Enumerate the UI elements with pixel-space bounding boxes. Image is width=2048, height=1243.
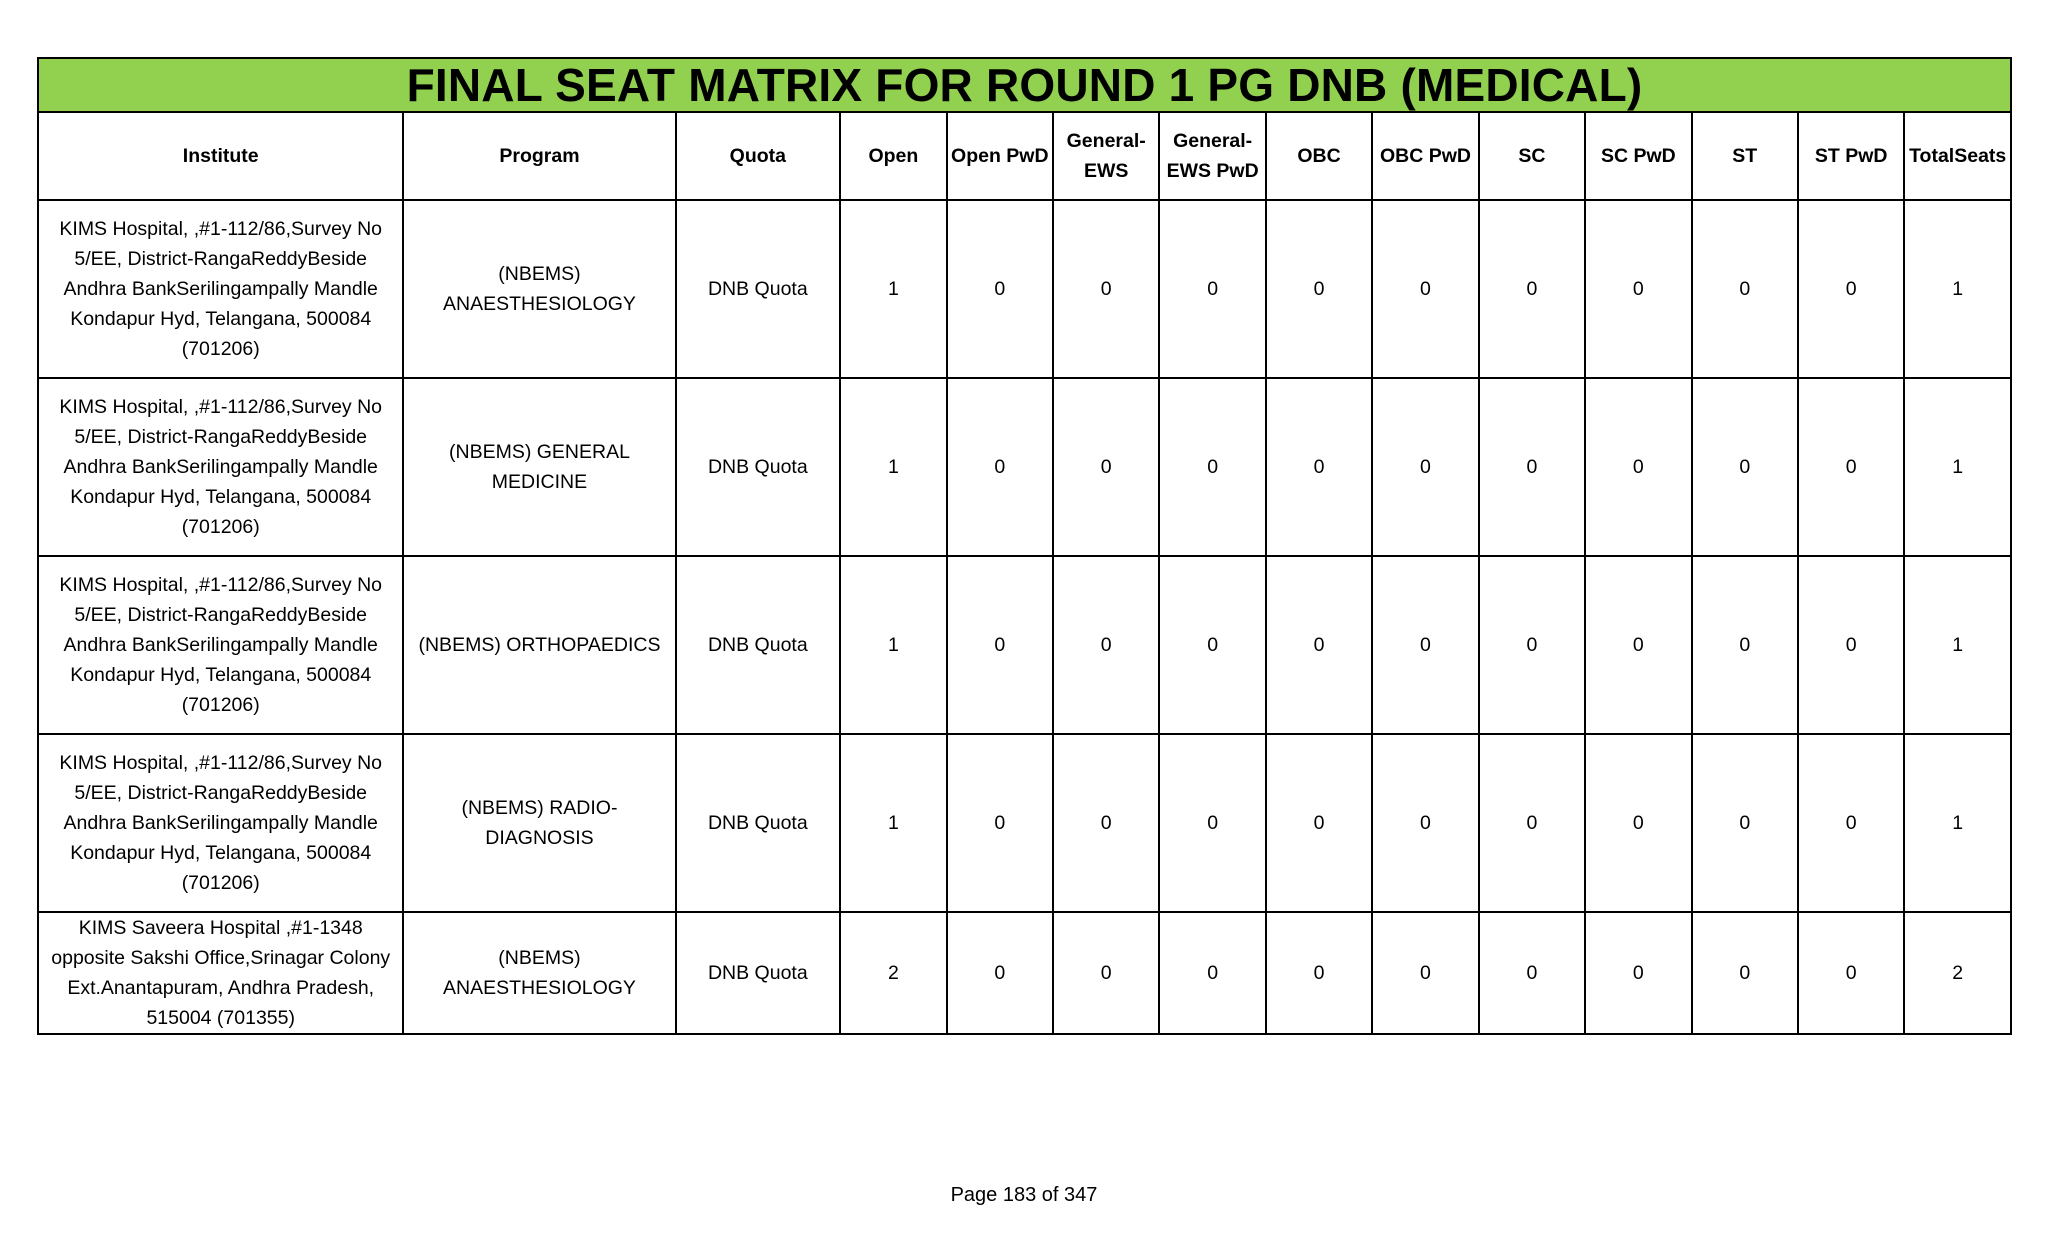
obc-pwd-cell: 0 — [1372, 556, 1478, 734]
column-header: Program — [403, 112, 675, 200]
quota-cell: DNB Quota — [676, 912, 841, 1034]
sc-pwd-cell: 0 — [1585, 912, 1691, 1034]
program-cell: (NBEMS) RADIO-DIAGNOSIS — [403, 734, 675, 912]
program-cell: (NBEMS) ORTHOPAEDICS — [403, 556, 675, 734]
column-header: General-EWS — [1053, 112, 1159, 200]
total-seats-cell: 1 — [1904, 734, 2011, 912]
open-pwd-cell: 0 — [947, 200, 1053, 378]
open-cell: 2 — [840, 912, 946, 1034]
open-pwd-cell: 0 — [947, 556, 1053, 734]
obc-pwd-cell: 0 — [1372, 734, 1478, 912]
st-cell: 0 — [1692, 556, 1798, 734]
general-ews-cell: 0 — [1053, 912, 1159, 1034]
institute-cell: KIMS Hospital, ,#1-112/86,Survey No 5/EE, District-RangaReddyBeside Andhra BankSerilingampally Mandle Kondapur Hyd, Telangana, 500084 (701206) — [38, 200, 403, 378]
sc-cell: 0 — [1479, 200, 1585, 378]
open-cell: 1 — [840, 734, 946, 912]
sc-cell: 0 — [1479, 734, 1585, 912]
column-header: ST PwD — [1798, 112, 1904, 200]
st-pwd-cell: 0 — [1798, 378, 1904, 556]
header-row — [38, 112, 2011, 200]
open-pwd-cell: 0 — [947, 378, 1053, 556]
open-cell: 1 — [840, 556, 946, 734]
general-ews-cell: 0 — [1053, 378, 1159, 556]
quota-cell: DNB Quota — [676, 200, 841, 378]
open-cell: 1 — [840, 200, 946, 378]
st-pwd-cell: 0 — [1798, 556, 1904, 734]
st-cell: 0 — [1692, 378, 1798, 556]
column-header: SC PwD — [1585, 112, 1691, 200]
quota-cell: DNB Quota — [676, 556, 841, 734]
column-header: OBC — [1266, 112, 1372, 200]
table-row — [38, 378, 2011, 556]
column-header: General-EWS PwD — [1159, 112, 1265, 200]
table-row — [38, 200, 2011, 378]
program-cell: (NBEMS) GENERAL MEDICINE — [403, 378, 675, 556]
institute-cell: KIMS Hospital, ,#1-112/86,Survey No 5/EE, District-RangaReddyBeside Andhra BankSerilingampally Mandle Kondapur Hyd, Telangana, 500084 (701206) — [38, 734, 403, 912]
general-ews-cell: 0 — [1053, 556, 1159, 734]
institute-cell: KIMS Hospital, ,#1-112/86,Survey No 5/EE, District-RangaReddyBeside Andhra BankSerilingampally Mandle Kondapur Hyd, Telangana, 500084 (701206) — [38, 556, 403, 734]
obc-cell: 0 — [1266, 200, 1372, 378]
obc-pwd-cell: 0 — [1372, 200, 1478, 378]
st-pwd-cell: 0 — [1798, 200, 1904, 378]
total-seats-cell: 1 — [1904, 378, 2011, 556]
total-seats-cell: 2 — [1904, 912, 2011, 1034]
st-cell: 0 — [1692, 734, 1798, 912]
quota-cell: DNB Quota — [676, 734, 841, 912]
st-pwd-cell: 0 — [1798, 734, 1904, 912]
seat-matrix-table — [37, 57, 2012, 1035]
st-cell: 0 — [1692, 912, 1798, 1034]
obc-pwd-cell: 0 — [1372, 378, 1478, 556]
general-ews-cell: 0 — [1053, 734, 1159, 912]
quota-cell: DNB Quota — [676, 378, 841, 556]
table-row — [38, 556, 2011, 734]
table-title: FINAL SEAT MATRIX FOR ROUND 1 PG DNB (MEDICAL) — [38, 58, 2011, 112]
general-ews-pwd-cell: 0 — [1159, 378, 1265, 556]
sc-cell: 0 — [1479, 912, 1585, 1034]
general-ews-pwd-cell: 0 — [1159, 912, 1265, 1034]
column-header: Institute — [38, 112, 403, 200]
institute-cell: KIMS Saveera Hospital ,#1-1348 opposite Sakshi Office,Srinagar Colony Ext.Anantapuram, Andhra Pradesh, 515004 (701355) — [38, 912, 403, 1034]
open-pwd-cell: 0 — [947, 734, 1053, 912]
column-header: Open PwD — [947, 112, 1053, 200]
sc-cell: 0 — [1479, 378, 1585, 556]
general-ews-pwd-cell: 0 — [1159, 200, 1265, 378]
obc-pwd-cell: 0 — [1372, 912, 1478, 1034]
column-header: TotalSeats — [1904, 112, 2011, 200]
st-pwd-cell: 0 — [1798, 912, 1904, 1034]
general-ews-cell: 0 — [1053, 200, 1159, 378]
column-header: Open — [840, 112, 946, 200]
sc-pwd-cell: 0 — [1585, 734, 1691, 912]
open-pwd-cell: 0 — [947, 912, 1053, 1034]
institute-cell: KIMS Hospital, ,#1-112/86,Survey No 5/EE, District-RangaReddyBeside Andhra BankSerilingampally Mandle Kondapur Hyd, Telangana, 500084 (701206) — [38, 378, 403, 556]
general-ews-pwd-cell: 0 — [1159, 556, 1265, 734]
open-cell: 1 — [840, 378, 946, 556]
sc-cell: 0 — [1479, 556, 1585, 734]
st-cell: 0 — [1692, 200, 1798, 378]
table-row — [38, 734, 2011, 912]
obc-cell: 0 — [1266, 556, 1372, 734]
sc-pwd-cell: 0 — [1585, 556, 1691, 734]
page-number: Page 183 of 347 — [950, 1184, 1098, 1206]
obc-cell: 0 — [1266, 912, 1372, 1034]
sc-pwd-cell: 0 — [1585, 378, 1691, 556]
program-cell: (NBEMS) ANAESTHESIOLOGY — [403, 912, 675, 1034]
total-seats-cell: 1 — [1904, 556, 2011, 734]
column-header: OBC PwD — [1372, 112, 1478, 200]
obc-cell: 0 — [1266, 734, 1372, 912]
column-header: Quota — [676, 112, 841, 200]
table-row — [38, 912, 2011, 1034]
column-header: ST — [1692, 112, 1798, 200]
sc-pwd-cell: 0 — [1585, 200, 1691, 378]
general-ews-pwd-cell: 0 — [1159, 734, 1265, 912]
program-cell: (NBEMS) ANAESTHESIOLOGY — [403, 200, 675, 378]
total-seats-cell: 1 — [1904, 200, 2011, 378]
column-header: SC — [1479, 112, 1585, 200]
obc-cell: 0 — [1266, 378, 1372, 556]
